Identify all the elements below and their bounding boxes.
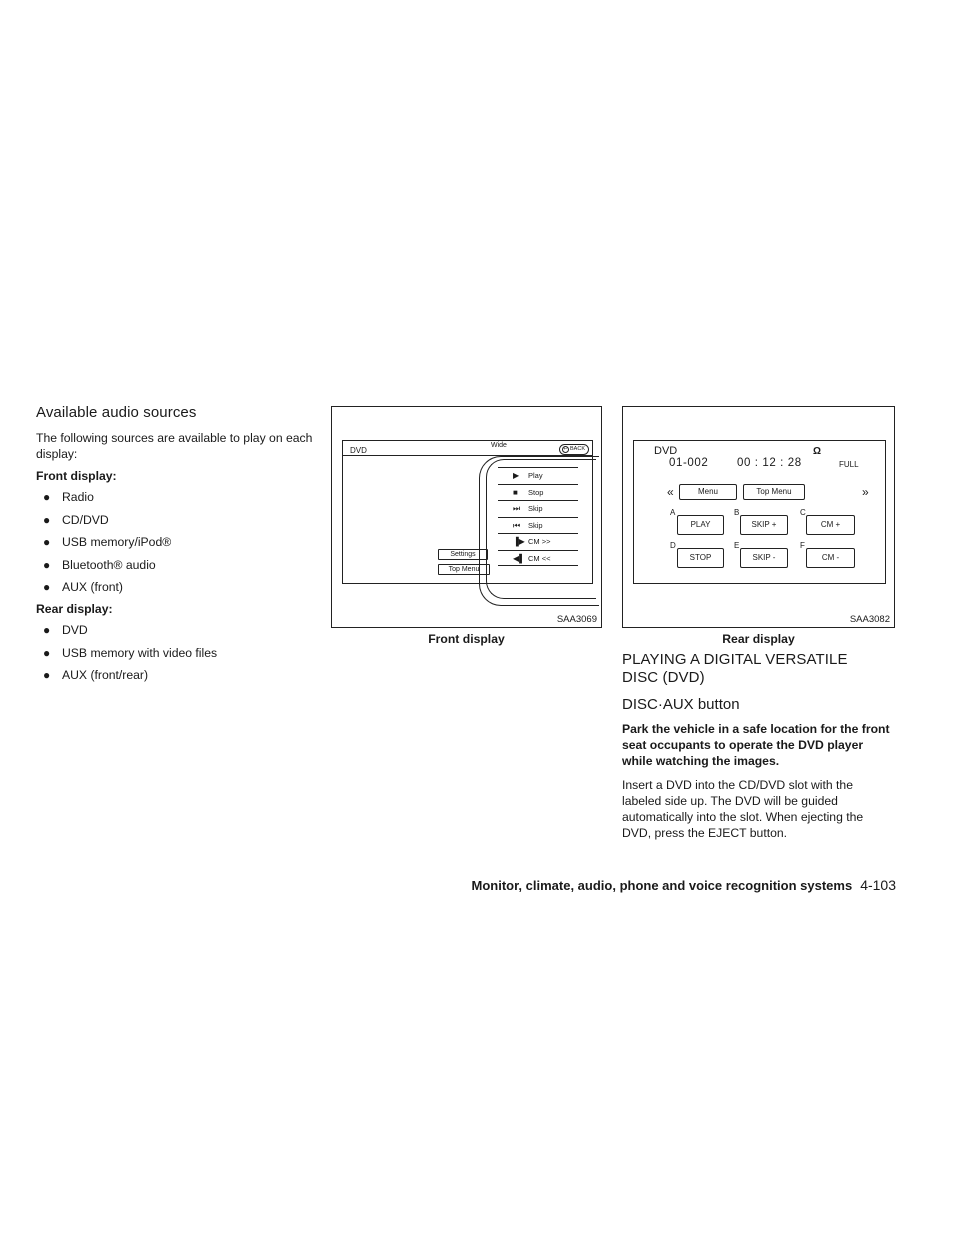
front-display-screen xyxy=(342,440,593,584)
front-figure-caption: Front display xyxy=(428,632,505,646)
skip-minus-button: SKIP - xyxy=(740,548,788,568)
list-item: ● AUX (front/rear) xyxy=(43,668,149,682)
section-heading: Available audio sources xyxy=(36,404,197,421)
top-menu-button: Top Menu xyxy=(743,484,805,500)
chevron-right-icon: » xyxy=(862,485,869,499)
figure-code: SAA3069 xyxy=(556,614,597,625)
menu-item-cm-forward: ▐▶ CM >> xyxy=(498,533,578,550)
menu-item-stop: ■ Stop xyxy=(498,484,578,501)
page-footer xyxy=(472,877,897,893)
figure-code: SAA3082 xyxy=(849,614,890,625)
menu-item-skip-back: ⏮ Skip xyxy=(498,517,578,534)
cm-plus-button: CM + xyxy=(806,515,855,535)
button-letter-a: A xyxy=(670,508,676,517)
rear-display-figure xyxy=(622,406,895,628)
bullet-icon: ● xyxy=(43,623,51,637)
skip-forward-icon: ⏭ xyxy=(513,504,521,513)
track-number: 01-002 xyxy=(669,457,709,469)
safety-warning: Park the vehicle in a safe location for the front seat occupants to operate the DVD player while watching the images. xyxy=(622,722,890,768)
body-text: Insert a DVD into the CD/DVD slot with the labeled side up. The DVD will be guided automatically into the slot. When ejecting the DVD, press the EJECT button. xyxy=(622,778,864,840)
elapsed-time: 00 : 12 : 28 xyxy=(737,457,802,469)
stop-button: STOP xyxy=(677,548,724,568)
top-menu-button: Top Menu xyxy=(438,564,490,575)
bullet-icon: ● xyxy=(43,645,51,660)
chapter-title: Monitor, climate, audio, phone and voice recognition systems xyxy=(471,878,853,893)
rear-display-screen xyxy=(633,440,886,584)
front-display-figure xyxy=(331,406,602,628)
dvd-label: DVD xyxy=(654,445,678,457)
play-icon: ▶ xyxy=(513,471,520,480)
play-button: PLAY xyxy=(677,515,724,535)
full-label: FULL xyxy=(839,460,859,469)
button-letter-b: B xyxy=(734,508,740,517)
headphone-icon: Ω xyxy=(813,446,822,457)
back-button: ↩ BACK xyxy=(559,444,589,455)
back-arrow-icon: ↩ xyxy=(563,446,568,452)
bullet-icon: ● xyxy=(43,490,51,504)
intro-text: The following sources are available to play on each display: xyxy=(36,431,313,461)
rear-source-list xyxy=(36,622,322,683)
skip-plus-button: SKIP + xyxy=(740,515,788,535)
settings-button: Settings xyxy=(438,549,488,560)
dvd-section xyxy=(622,651,895,841)
bullet-icon: ● xyxy=(43,668,51,682)
list-item: ● DVD xyxy=(43,623,88,637)
stop-icon: ■ xyxy=(513,487,518,497)
page-number: 4-103 xyxy=(860,877,896,893)
front-display-heading: Front display: xyxy=(36,469,117,483)
cm-forward-icon: ▐▶ xyxy=(513,537,525,546)
button-letter-c: C xyxy=(800,508,806,517)
cm-back-icon: ◀▌ xyxy=(513,553,525,563)
list-item: ● AUX (front) xyxy=(43,580,123,594)
button-letter-d: D xyxy=(670,541,676,550)
rear-display-heading: Rear display: xyxy=(36,602,113,616)
list-item: ● CD/DVD xyxy=(43,512,109,527)
bullet-icon: ● xyxy=(43,512,51,527)
list-item: ● USB memory/iPod® xyxy=(43,535,172,549)
bullet-icon: ● xyxy=(43,535,51,549)
list-item: ● Bluetooth® audio xyxy=(43,557,156,572)
subsection-heading: DISC·AUX button xyxy=(622,696,740,713)
chevron-left-icon: « xyxy=(667,485,674,499)
bullet-icon: ● xyxy=(43,580,51,594)
wide-label: Wide xyxy=(491,442,507,449)
menu-item-skip-forward: ⏭ Skip xyxy=(498,500,578,517)
front-source-list xyxy=(36,489,322,595)
menu-item-cm-back: ◀▌ CM << xyxy=(498,550,578,567)
rear-figure-caption: Rear display xyxy=(722,632,795,646)
audio-sources-section xyxy=(36,404,322,690)
list-item: ● USB memory with video files xyxy=(43,645,218,660)
cm-minus-button: CM - xyxy=(806,548,855,568)
bullet-icon: ● xyxy=(43,557,51,572)
button-letter-f: F xyxy=(800,541,805,550)
dvd-label: DVD xyxy=(350,446,367,455)
list-item: ● Radio xyxy=(43,490,94,504)
menu-item-play: ▶ Play xyxy=(498,467,578,484)
playback-menu xyxy=(498,467,578,566)
menu-button: Menu xyxy=(679,484,737,500)
skip-back-icon: ⏮ xyxy=(513,520,521,530)
section-heading: PLAYING A DIGITAL VERSATILE DISC (DVD) xyxy=(622,651,848,686)
button-letter-e: E xyxy=(734,541,740,550)
